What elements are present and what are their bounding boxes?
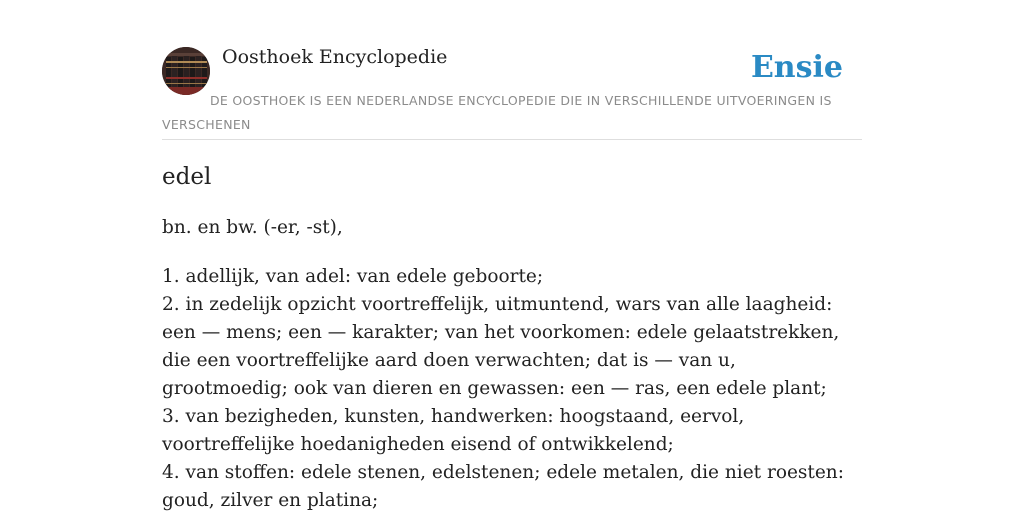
entry-headword: edel <box>162 164 212 190</box>
avatar-image <box>162 47 210 95</box>
definition-item: 3. van bezigheden, kunsten, handwerken: hoogstaand, eervol, voortreffelijke hoedanigheden eisend of ontwikkelend; <box>162 406 745 455</box>
brand-logo-link[interactable]: Ensie <box>750 50 843 85</box>
definition-item: 1. adellijk, van adel: van edele geboorte; <box>162 266 544 287</box>
site-name[interactable]: Oosthoek Encyclopedie <box>222 46 448 68</box>
entry-grammar: bn. en bw. (-er, -st), <box>162 217 343 238</box>
site-tagline: DE OOSTHOEK IS EEN NEDERLANDSE ENCYCLOPEDIE DIE IN VERSCHILLENDE UITVOERINGEN IS VERSCHENEN <box>162 93 832 132</box>
site-header <box>162 0 862 140</box>
encyclopedia-books-icon[interactable] <box>162 47 210 95</box>
definition-item: 4. van stoffen: edele stenen, edelstenen; edele metalen, die niet roesten: goud, zilver en platina; <box>162 462 844 511</box>
entry-definitions <box>162 263 862 512</box>
page <box>162 0 862 512</box>
definition-item: 2. in zedelijk opzicht voortreffelijk, uitmuntend, wars van alle laagheid: een — mens; een — karakter; van het voorkomen: edele gelaatstrekken, die een voortreffelijke aard doen verwachten; dat is — van u, grootmoedig; ook van dieren en gewassen: een — ras, een edele plant; <box>162 294 840 399</box>
